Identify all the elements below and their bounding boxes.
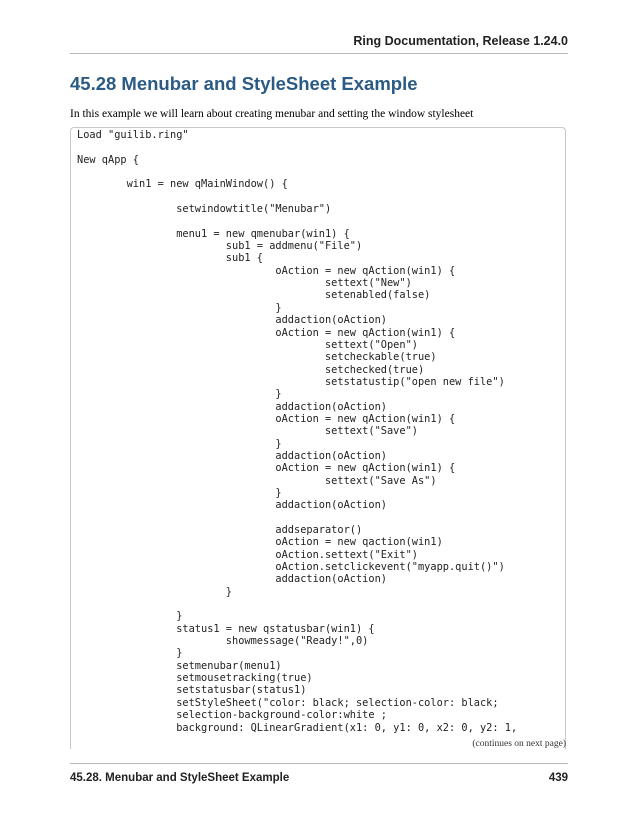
page-number: 439 [548,772,568,784]
code-listing[interactable]: Load "guilib.ring" New qApp { win1 = new qMainWindow() { setwindowtitle("Menubar") menu1 = new qmenubar(win1) { sub1 = addmenu("File") sub1 { oAction = new qAction(win1) { settext("New") setenabled(false) } addaction(oAction) oAction = new qAction(win1) { settext("Open") setcheckable(true) setchecked(true) setstatustip("open new file") } addaction(oAction) oAction = new qAction(win1) { settext("Save") } addaction(oAction) oAction = new qAction(win1) { settext("Save As") } addaction(oAction) addseparator() oAction = new qaction(win1) oAction.settext("Exit") oAction.setclickevent("myapp.quit()") addaction(oAction) } } status1 = new qstatusbar(win1) { showmessage("Ready!",0) } setmenubar(menu1) setmousetracking(true) setstatusbar(status1) setStyleSheet("color: black; selection-color: black; selection-background-color:white ; background: QLinearGradient(x1: 0, y1: 0, x2: 0, y2: 1, [77,129,518,734]
code-block [70,127,566,749]
footer-section-label: 45.28. Menubar and StyleSheet Example [70,772,290,784]
section-heading: 45.28 Menubar and StyleSheet Example [70,73,418,94]
continues-note: (continues on next page) [472,739,566,749]
intro-paragraph: In this example we will learn about creating menubar and setting the window stylesheet [70,108,474,120]
footer-divider [70,763,568,764]
header-divider [70,53,568,54]
running-header-title: Ring Documentation, Release 1.24.0 [353,34,568,48]
